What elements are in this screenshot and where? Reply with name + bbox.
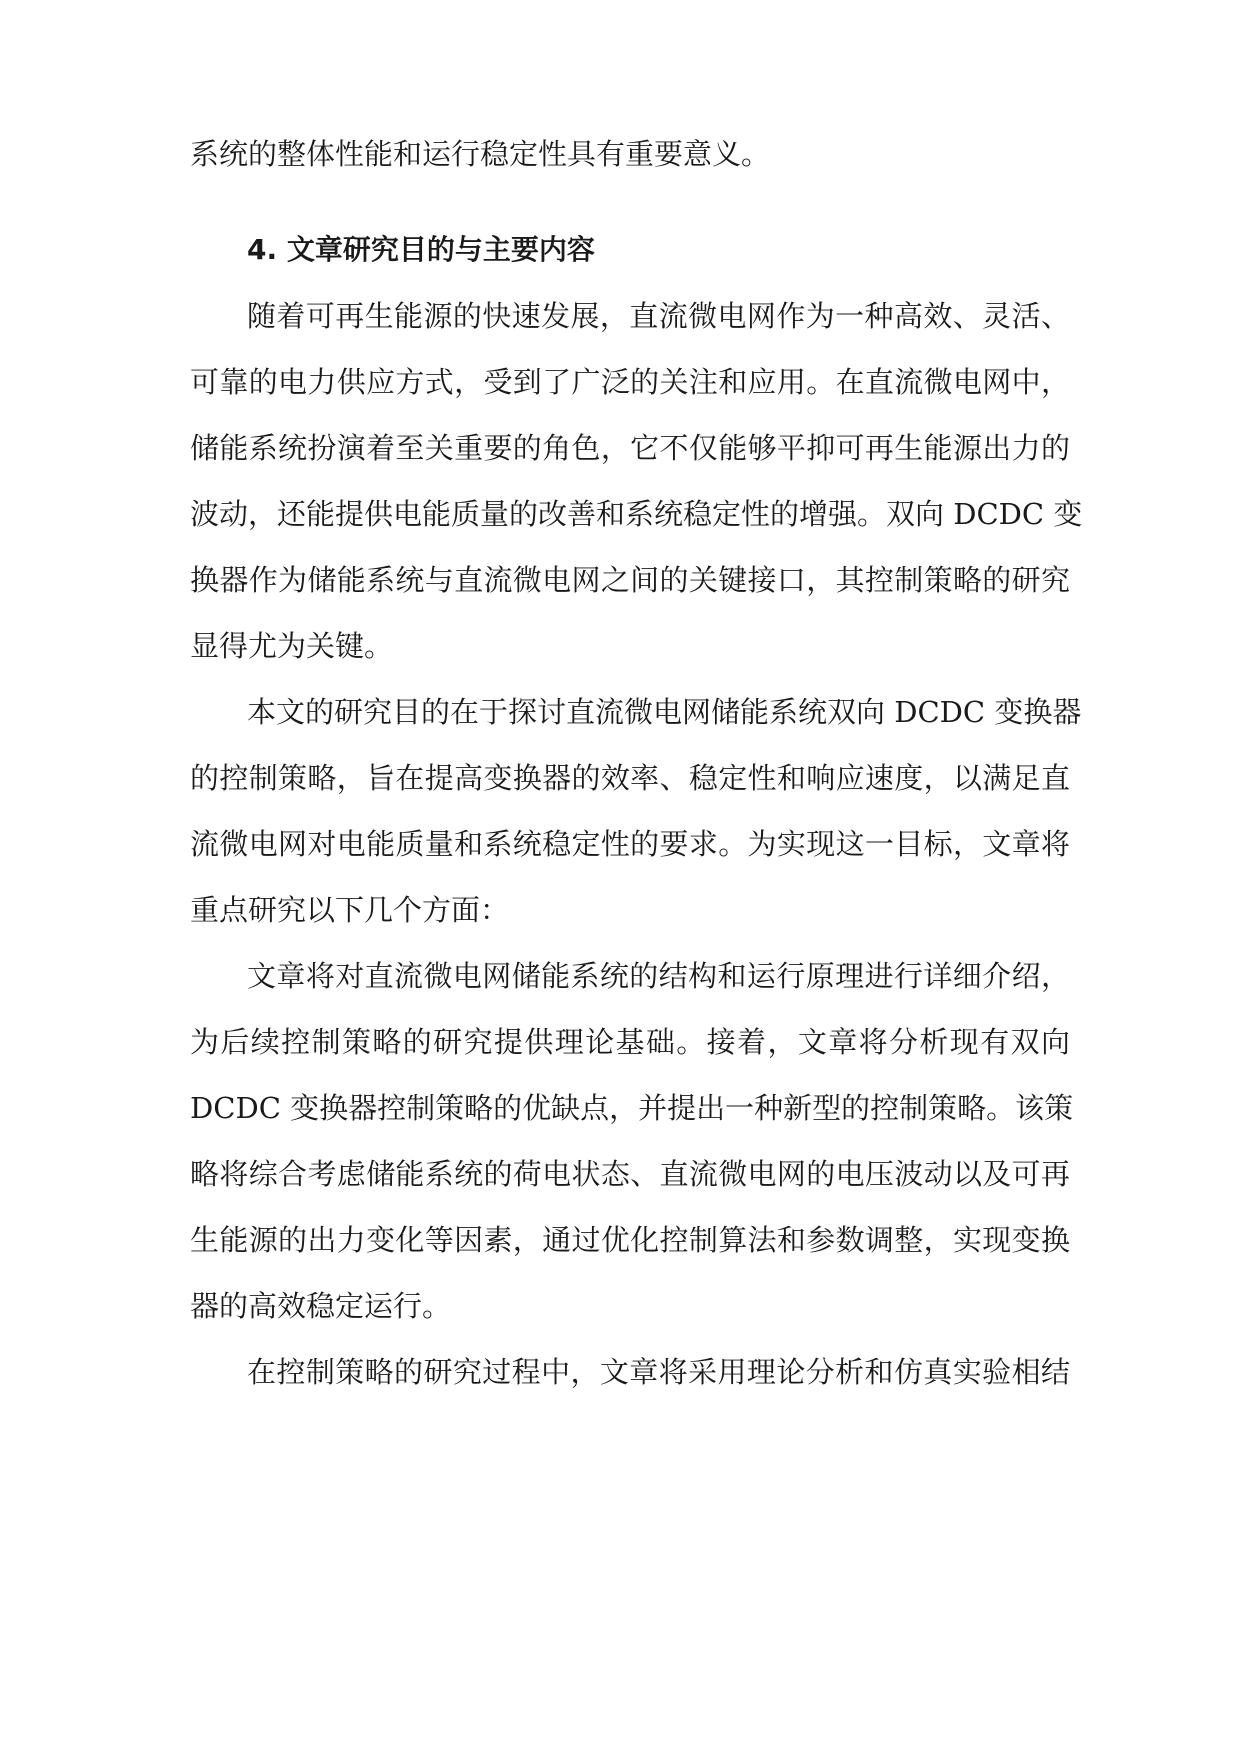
paragraph-line: 可靠的电力供应方式，受到了广泛的关注和应用。在直流微电网中， bbox=[190, 365, 1070, 399]
paragraph-line: 换器作为储能系统与直流微电网之间的关键接口，其控制策略的研究 bbox=[190, 563, 1070, 597]
paragraph-line: 流微电网对电能质量和系统稳定性的要求。为实现这一目标，文章将 bbox=[190, 827, 1070, 861]
paragraph-line: 系统的整体性能和运行稳定性具有重要意义。 bbox=[190, 137, 771, 171]
paragraph-line: 随着可再生能源的快速发展，直流微电网作为一种高效、灵活、 bbox=[247, 299, 1070, 333]
paragraph-line: 略将综合考虑储能系统的荷电状态、直流微电网的电压波动以及可再 bbox=[190, 1157, 1070, 1191]
section-heading: 4. 文章研究目的与主要内容 bbox=[247, 233, 595, 266]
paragraph-line: 文章将对直流微电网储能系统的结构和运行原理进行详细介绍， bbox=[247, 959, 1070, 993]
paragraph-line: 本文的研究目的在于探讨直流微电网储能系统双向 DCDC 变换器 bbox=[247, 695, 1082, 729]
paragraph-line: 显得尤为关键。 bbox=[190, 629, 394, 663]
paragraph-line: 在控制策略的研究过程中，文章将采用理论分析和仿真实验相结 bbox=[247, 1355, 1070, 1389]
paragraph-line: 为后续控制策略的研究提供理论基础。接着，文章将分析现有双向 bbox=[190, 1025, 1070, 1059]
paragraph-line: 波动，还能提供电能质量的改善和系统稳定性的增强。双向 DCDC 变 bbox=[190, 497, 1083, 531]
paragraph-line: DCDC 变换器控制策略的优缺点，并提出一种新型的控制策略。该策 bbox=[190, 1091, 1074, 1125]
paragraph-line: 重点研究以下几个方面： bbox=[190, 893, 510, 927]
paragraph-line: 生能源的出力变化等因素，通过优化控制算法和参数调整，实现变换 bbox=[190, 1223, 1070, 1257]
paragraph-line: 储能系统扮演着至关重要的角色，它不仅能够平抑可再生能源出力的 bbox=[190, 431, 1070, 465]
paragraph-line: 器的高效稳定运行。 bbox=[190, 1289, 452, 1323]
paragraph-line: 的控制策略，旨在提高变换器的效率、稳定性和响应速度，以满足直 bbox=[190, 761, 1070, 795]
